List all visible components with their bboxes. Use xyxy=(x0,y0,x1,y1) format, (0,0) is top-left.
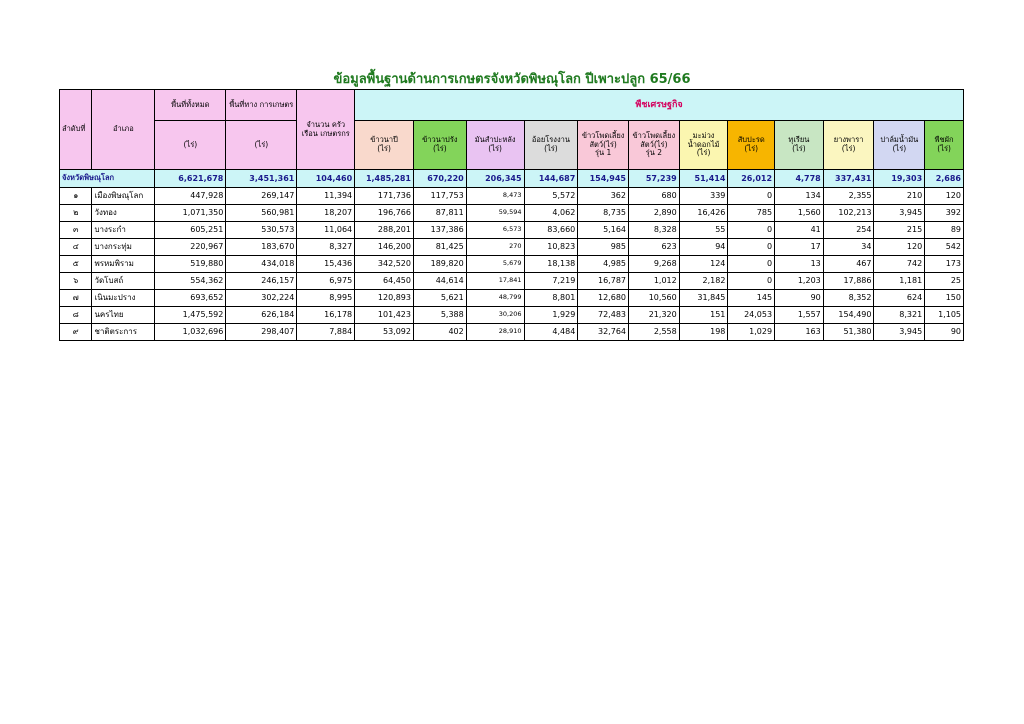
total-cell: 4,778 xyxy=(775,170,824,188)
row-cell: 693,652 xyxy=(155,290,226,307)
row-district-name: วัดโบสถ์ xyxy=(92,273,155,290)
table-row xyxy=(60,256,964,273)
row-district-name: ชาติตระการ xyxy=(92,324,155,341)
row-cell: 48,799 xyxy=(466,290,524,307)
row-cell: 21,320 xyxy=(629,307,680,324)
row-cell: 0 xyxy=(728,222,775,239)
total-cell: 3,451,361 xyxy=(226,170,297,188)
row-cell: 1,475,592 xyxy=(155,307,226,324)
row-cell: 342,520 xyxy=(355,256,414,273)
header-mango: มะม่วง น้ำดอกไม้ (ไร่) xyxy=(679,121,728,170)
row-cell: 34 xyxy=(823,239,874,256)
row-cell: 10,560 xyxy=(629,290,680,307)
row-cell: 447,928 xyxy=(155,188,226,205)
header-households: จำนวน ครัวเรือน เกษตรกร xyxy=(297,90,355,170)
row-cell: 145 xyxy=(728,290,775,307)
total-cell: 144,687 xyxy=(524,170,578,188)
header-total-area-unit: (ไร่) xyxy=(155,121,226,170)
row-cell: 11,064 xyxy=(297,222,355,239)
row-cell: 64,450 xyxy=(355,273,414,290)
row-cell: 44,614 xyxy=(413,273,466,290)
total-cell: 104,460 xyxy=(297,170,355,188)
row-cell: 32,764 xyxy=(578,324,629,341)
row-district-name: เนินมะปราง xyxy=(92,290,155,307)
row-cell: 9,268 xyxy=(629,256,680,273)
row-cell: 542 xyxy=(925,239,964,256)
row-district-name: บางระกำ xyxy=(92,222,155,239)
table-row xyxy=(60,239,964,256)
row-cell: 41 xyxy=(775,222,824,239)
total-cell: 19,303 xyxy=(874,170,925,188)
row-index: ๑ xyxy=(60,188,92,205)
row-cell: 134 xyxy=(775,188,824,205)
total-cell: 51,414 xyxy=(679,170,728,188)
row-cell: 5,621 xyxy=(413,290,466,307)
row-cell: 605,251 xyxy=(155,222,226,239)
row-cell: 30,206 xyxy=(466,307,524,324)
row-cell: 519,880 xyxy=(155,256,226,273)
row-cell: 189,820 xyxy=(413,256,466,273)
row-cell: 0 xyxy=(728,273,775,290)
header-economic-crops: พืชเศรษฐกิจ xyxy=(355,90,964,121)
total-cell: 1,485,281 xyxy=(355,170,414,188)
row-cell: 623 xyxy=(629,239,680,256)
row-cell: 17,841 xyxy=(466,273,524,290)
row-cell: 4,062 xyxy=(524,205,578,222)
row-cell: 6,975 xyxy=(297,273,355,290)
total-name: จังหวัดพิษณุโลก xyxy=(60,170,155,188)
row-cell: 124 xyxy=(679,256,728,273)
row-cell: 53,092 xyxy=(355,324,414,341)
table-row xyxy=(60,188,964,205)
row-cell: 151 xyxy=(679,307,728,324)
row-cell: 220,967 xyxy=(155,239,226,256)
row-cell: 81,425 xyxy=(413,239,466,256)
header-corn1: ข้าวโพดเลี้ยง สัตว์(ไร่) รุ่น 1 xyxy=(578,121,629,170)
row-cell: 24,053 xyxy=(728,307,775,324)
row-cell: 742 xyxy=(874,256,925,273)
row-cell: 89 xyxy=(925,222,964,239)
table-row xyxy=(60,222,964,239)
row-cell: 171,736 xyxy=(355,188,414,205)
row-index: ๔ xyxy=(60,239,92,256)
header-index: ลำดับที่ xyxy=(60,90,92,170)
row-cell: 1,560 xyxy=(775,205,824,222)
row-cell: 18,207 xyxy=(297,205,355,222)
row-cell: 10,823 xyxy=(524,239,578,256)
header-rubber: ยางพารา (ไร่) xyxy=(823,121,874,170)
row-cell: 1,032,696 xyxy=(155,324,226,341)
row-cell: 59,594 xyxy=(466,205,524,222)
row-cell: 51,380 xyxy=(823,324,874,341)
row-cell: 183,670 xyxy=(226,239,297,256)
row-cell: 1,012 xyxy=(629,273,680,290)
total-cell: 337,431 xyxy=(823,170,874,188)
row-cell: 434,018 xyxy=(226,256,297,273)
row-cell: 4,985 xyxy=(578,256,629,273)
row-cell: 1,029 xyxy=(728,324,775,341)
row-cell: 7,219 xyxy=(524,273,578,290)
row-district-name: นครไทย xyxy=(92,307,155,324)
row-cell: 16,178 xyxy=(297,307,355,324)
header-rice1: ข้าวนาปี (ไร่) xyxy=(355,121,414,170)
row-cell: 8,801 xyxy=(524,290,578,307)
table-row xyxy=(60,205,964,222)
row-cell: 467 xyxy=(823,256,874,273)
row-cell: 16,787 xyxy=(578,273,629,290)
row-district-name: เมืองพิษณุโลก xyxy=(92,188,155,205)
row-index: ๒ xyxy=(60,205,92,222)
header-cassava: มันสำปะหลัง (ไร่) xyxy=(466,121,524,170)
total-cell: 206,345 xyxy=(466,170,524,188)
row-cell: 339 xyxy=(679,188,728,205)
row-cell: 25 xyxy=(925,273,964,290)
row-district-name: พรหมพิราม xyxy=(92,256,155,273)
row-cell: 173 xyxy=(925,256,964,273)
row-cell: 1,203 xyxy=(775,273,824,290)
total-cell: 57,239 xyxy=(629,170,680,188)
row-cell: 28,910 xyxy=(466,324,524,341)
row-cell: 5,388 xyxy=(413,307,466,324)
row-cell: 215 xyxy=(874,222,925,239)
row-cell: 3,945 xyxy=(874,324,925,341)
row-cell: 83,660 xyxy=(524,222,578,239)
page-title: ข้อมูลพื้นฐานด้านการเกษตรจังหวัดพิษณุโลก ปีเพาะปลูก 65/66 xyxy=(333,72,691,87)
header-sugarcane: อ้อยโรงงาน (ไร่) xyxy=(524,121,578,170)
row-cell: 163 xyxy=(775,324,824,341)
total-row xyxy=(60,170,964,188)
row-cell: 5,164 xyxy=(578,222,629,239)
row-cell: 5,572 xyxy=(524,188,578,205)
row-cell: 554,362 xyxy=(155,273,226,290)
header-durian: ทุเรียน (ไร่) xyxy=(775,121,824,170)
table-row xyxy=(60,324,964,341)
table-row xyxy=(60,273,964,290)
total-cell: 6,621,678 xyxy=(155,170,226,188)
row-cell: 198 xyxy=(679,324,728,341)
row-index: ๖ xyxy=(60,273,92,290)
row-index: ๕ xyxy=(60,256,92,273)
header-palm: ปาล์มน้ำมัน (ไร่) xyxy=(874,121,925,170)
total-cell: 2,686 xyxy=(925,170,964,188)
row-cell: 1,071,350 xyxy=(155,205,226,222)
row-cell: 8,473 xyxy=(466,188,524,205)
row-cell: 4,484 xyxy=(524,324,578,341)
row-cell: 150 xyxy=(925,290,964,307)
row-cell: 2,355 xyxy=(823,188,874,205)
row-cell: 16,426 xyxy=(679,205,728,222)
row-cell: 210 xyxy=(874,188,925,205)
row-cell: 196,766 xyxy=(355,205,414,222)
row-cell: 11,394 xyxy=(297,188,355,205)
row-cell: 17 xyxy=(775,239,824,256)
table-row xyxy=(60,307,964,324)
row-cell: 102,213 xyxy=(823,205,874,222)
row-cell: 624 xyxy=(874,290,925,307)
row-cell: 55 xyxy=(679,222,728,239)
total-cell: 154,945 xyxy=(578,170,629,188)
row-cell: 120 xyxy=(925,188,964,205)
row-cell: 246,157 xyxy=(226,273,297,290)
row-cell: 8,735 xyxy=(578,205,629,222)
header-district: อำเภอ xyxy=(92,90,155,170)
row-cell: 7,884 xyxy=(297,324,355,341)
row-index: ๗ xyxy=(60,290,92,307)
row-cell: 1,181 xyxy=(874,273,925,290)
header-pineapple: สับปะรด (ไร่) xyxy=(728,121,775,170)
row-cell: 18,138 xyxy=(524,256,578,273)
header-corn2: ข้าวโพดเลี้ยง สัตว์(ไร่) รุ่น 2 xyxy=(629,121,680,170)
row-cell: 680 xyxy=(629,188,680,205)
row-cell: 288,201 xyxy=(355,222,414,239)
row-cell: 90 xyxy=(775,290,824,307)
row-district-name: บางกระทุ่ม xyxy=(92,239,155,256)
row-cell: 626,184 xyxy=(226,307,297,324)
row-cell: 392 xyxy=(925,205,964,222)
row-cell: 2,890 xyxy=(629,205,680,222)
row-cell: 90 xyxy=(925,324,964,341)
row-cell: 154,490 xyxy=(823,307,874,324)
row-cell: 1,557 xyxy=(775,307,824,324)
table-row xyxy=(60,290,964,307)
row-district-name: วังทอง xyxy=(92,205,155,222)
row-cell: 94 xyxy=(679,239,728,256)
row-cell: 8,321 xyxy=(874,307,925,324)
row-cell: 5,679 xyxy=(466,256,524,273)
header-vegetable: พืชผัก (ไร่) xyxy=(925,121,964,170)
header-agri-area-unit: (ไร่) xyxy=(226,121,297,170)
row-cell: 17,886 xyxy=(823,273,874,290)
row-cell: 0 xyxy=(728,256,775,273)
row-cell: 270 xyxy=(466,239,524,256)
header-total-area: พื้นที่ทั้งหมด xyxy=(155,90,226,121)
row-cell: 362 xyxy=(578,188,629,205)
row-cell: 785 xyxy=(728,205,775,222)
row-cell: 1,105 xyxy=(925,307,964,324)
row-cell: 8,995 xyxy=(297,290,355,307)
row-cell: 269,147 xyxy=(226,188,297,205)
row-cell: 146,200 xyxy=(355,239,414,256)
row-index: ๘ xyxy=(60,307,92,324)
row-cell: 8,328 xyxy=(629,222,680,239)
row-cell: 137,386 xyxy=(413,222,466,239)
row-cell: 87,811 xyxy=(413,205,466,222)
total-cell: 670,220 xyxy=(413,170,466,188)
row-cell: 254 xyxy=(823,222,874,239)
row-cell: 402 xyxy=(413,324,466,341)
agri-data-table xyxy=(59,89,964,341)
row-cell: 302,224 xyxy=(226,290,297,307)
header-rice2: ข้าวนาปรัง (ไร่) xyxy=(413,121,466,170)
row-cell: 101,423 xyxy=(355,307,414,324)
row-cell: 8,352 xyxy=(823,290,874,307)
row-cell: 12,680 xyxy=(578,290,629,307)
row-cell: 8,327 xyxy=(297,239,355,256)
total-cell: 26,012 xyxy=(728,170,775,188)
row-cell: 3,945 xyxy=(874,205,925,222)
row-cell: 530,573 xyxy=(226,222,297,239)
row-cell: 31,845 xyxy=(679,290,728,307)
row-cell: 298,407 xyxy=(226,324,297,341)
row-cell: 0 xyxy=(728,239,775,256)
row-cell: 1,929 xyxy=(524,307,578,324)
row-cell: 6,573 xyxy=(466,222,524,239)
row-cell: 72,483 xyxy=(578,307,629,324)
row-index: ๙ xyxy=(60,324,92,341)
row-cell: 2,558 xyxy=(629,324,680,341)
row-cell: 2,182 xyxy=(679,273,728,290)
header-agri-area: พื้นที่ทาง การเกษตร xyxy=(226,90,297,121)
row-cell: 985 xyxy=(578,239,629,256)
row-cell: 117,753 xyxy=(413,188,466,205)
row-index: ๓ xyxy=(60,222,92,239)
row-cell: 0 xyxy=(728,188,775,205)
district-rows xyxy=(60,188,964,341)
row-cell: 560,981 xyxy=(226,205,297,222)
row-cell: 120 xyxy=(874,239,925,256)
row-cell: 120,893 xyxy=(355,290,414,307)
row-cell: 13 xyxy=(775,256,824,273)
row-cell: 15,436 xyxy=(297,256,355,273)
